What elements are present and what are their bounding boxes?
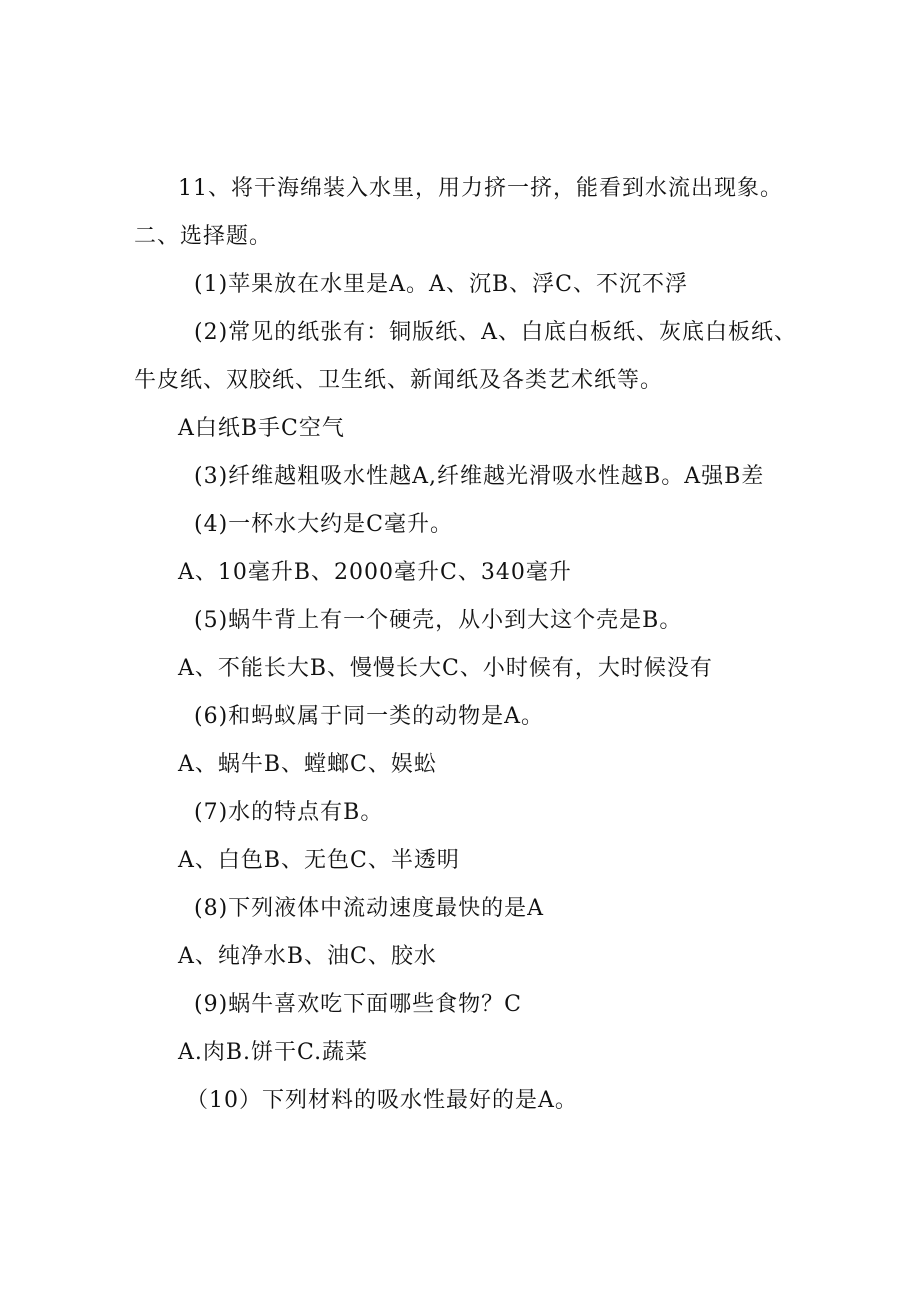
choice-question-7-options: A、白色B、无色C、半透明 (178, 848, 460, 873)
choice-question-1: (1)苹果放在水里是A。A、沉B、浮C、不沉不浮 (194, 272, 688, 297)
choice-question-8-options: A、纯净水B、油C、胶水 (178, 944, 437, 969)
choice-question-6-options: A、蜗牛B、螳螂C、娱蚣 (178, 752, 437, 777)
choice-question-5-options: A、不能长大B、慢慢长大C、小时候有，大时候没有 (178, 656, 713, 681)
choice-question-8: (8)下列液体中流动速度最快的是A (194, 896, 545, 921)
choice-question-7: (7)水的特点有B。 (194, 800, 384, 825)
choice-question-6: (6)和蚂蚁属于同一类的动物是A。 (194, 704, 545, 729)
choice-question-4: (4)一杯水大约是C毫升。 (194, 512, 453, 537)
choice-question-10: （10）下列材料的吸水性最好的是A。 (186, 1088, 578, 1113)
choice-question-2: (2)常见的纸张有：铜版纸、A、白底白板纸、灰底白板纸、 (194, 320, 798, 345)
choice-question-9-options: A.肉B.饼干C.蔬菜 (178, 1040, 369, 1065)
section-heading-multiple-choice: 二、选择题。 (134, 224, 273, 249)
choice-question-5: (5)蜗牛背上有一个硬壳，从小到大这个壳是B。 (194, 608, 683, 633)
choice-question-4-options: A、10毫升B、2000毫升C、340毫升 (178, 560, 572, 585)
choice-question-3: (3)纤维越粗吸水性越A,纤维越光滑吸水性越B。A强B差 (194, 464, 765, 489)
choice-question-2-continued: 牛皮纸、双胶纸、卫生纸、新闻纸及各类艺术纸等。 (134, 368, 664, 393)
question-11-text: 11、将干海绵装入水里，用力挤一挤，能看到水流出现象。 (178, 176, 783, 201)
choice-question-9: (9)蜗牛喜欢吃下面哪些食物？C (194, 992, 522, 1017)
choice-question-2-options: A白纸B手C空气 (178, 416, 345, 441)
